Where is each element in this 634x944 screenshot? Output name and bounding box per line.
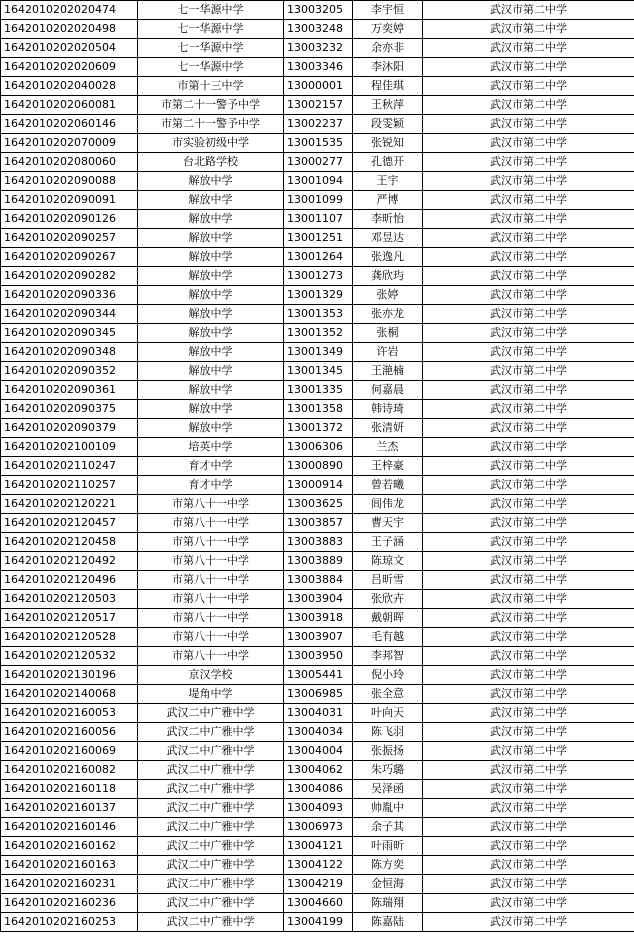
exam-number-cell: 13001273 — [284, 267, 353, 286]
exam-number-cell: 13003950 — [284, 647, 353, 666]
middle-school-cell: 武汉二中广雅中学 — [138, 818, 284, 837]
middle-school-cell: 武汉二中广雅中学 — [138, 723, 284, 742]
middle-school-cell: 市第二十一警予中学 — [138, 96, 284, 115]
student-id-cell: 1642010202160253 — [1, 913, 138, 932]
admitted-school-cell: 武汉市第二中学 — [423, 476, 634, 495]
middle-school-cell: 武汉二中广雅中学 — [138, 894, 284, 913]
exam-number-cell: 13003918 — [284, 609, 353, 628]
student-id-cell: 1642010202160053 — [1, 704, 138, 723]
admitted-school-cell: 武汉市第二中学 — [423, 305, 634, 324]
middle-school-cell: 堤角中学 — [138, 685, 284, 704]
admitted-school-cell: 武汉市第二中学 — [423, 761, 634, 780]
student-name-cell: 陈瑞翔 — [353, 894, 423, 913]
table-row — [1, 248, 634, 267]
student-id-cell: 1642010202090257 — [1, 229, 138, 248]
exam-number-cell: 13003907 — [284, 628, 353, 647]
student-id-cell: 1642010202090267 — [1, 248, 138, 267]
student-name-cell: 余亦非 — [353, 39, 423, 58]
middle-school-cell: 武汉二中广雅中学 — [138, 856, 284, 875]
table-row — [1, 875, 634, 894]
middle-school-cell: 武汉二中广雅中学 — [138, 799, 284, 818]
table-row — [1, 324, 634, 343]
student-name-cell: 曾若曦 — [353, 476, 423, 495]
student-id-cell: 1642010202120221 — [1, 495, 138, 514]
student-id-cell: 1642010202090352 — [1, 362, 138, 381]
table-row — [1, 799, 634, 818]
student-id-cell: 1642010202160137 — [1, 799, 138, 818]
middle-school-cell: 武汉二中广雅中学 — [138, 837, 284, 856]
middle-school-cell: 武汉二中广雅中学 — [138, 704, 284, 723]
exam-number-cell: 13003889 — [284, 552, 353, 571]
table-row — [1, 58, 634, 77]
student-id-cell: 1642010202060146 — [1, 115, 138, 134]
student-name-cell: 兰杰 — [353, 438, 423, 457]
exam-number-cell: 13004121 — [284, 837, 353, 856]
table-row — [1, 286, 634, 305]
student-id-cell: 1642010202090091 — [1, 191, 138, 210]
student-id-cell: 1642010202110257 — [1, 476, 138, 495]
student-name-cell: 闾伟龙 — [353, 495, 423, 514]
student-id-cell: 1642010202160082 — [1, 761, 138, 780]
table-row — [1, 191, 634, 210]
middle-school-cell: 解放中学 — [138, 267, 284, 286]
student-id-cell: 1642010202160162 — [1, 837, 138, 856]
admitted-school-cell: 武汉市第二中学 — [423, 191, 634, 210]
middle-school-cell: 解放中学 — [138, 191, 284, 210]
admitted-school-cell: 武汉市第二中学 — [423, 609, 634, 628]
student-name-cell: 王梓豪 — [353, 457, 423, 476]
admitted-school-cell: 武汉市第二中学 — [423, 533, 634, 552]
student-id-cell: 1642010202160118 — [1, 780, 138, 799]
exam-number-cell: 13001264 — [284, 248, 353, 267]
admitted-school-cell: 武汉市第二中学 — [423, 210, 634, 229]
student-id-cell: 1642010202120496 — [1, 571, 138, 590]
student-name-cell: 张清妍 — [353, 419, 423, 438]
middle-school-cell: 解放中学 — [138, 229, 284, 248]
student-name-cell: 吴泽函 — [353, 780, 423, 799]
student-name-cell: 叶向天 — [353, 704, 423, 723]
exam-number-cell: 13003205 — [284, 1, 353, 20]
student-name-cell: 张全意 — [353, 685, 423, 704]
student-name-cell: 帅胤中 — [353, 799, 423, 818]
middle-school-cell: 解放中学 — [138, 343, 284, 362]
table-row — [1, 856, 634, 875]
exam-number-cell: 13001372 — [284, 419, 353, 438]
admitted-school-cell: 武汉市第二中学 — [423, 58, 634, 77]
student-name-cell: 陈嘉陆 — [353, 913, 423, 932]
table-row — [1, 115, 634, 134]
exam-number-cell: 13001535 — [284, 134, 353, 153]
middle-school-cell: 市第八十一中学 — [138, 571, 284, 590]
student-id-cell: 1642010202040028 — [1, 77, 138, 96]
student-id-cell: 1642010202070009 — [1, 134, 138, 153]
admitted-school-cell: 武汉市第二中学 — [423, 115, 634, 134]
middle-school-cell: 市实验初级中学 — [138, 134, 284, 153]
table-row — [1, 267, 634, 286]
exam-number-cell: 13001094 — [284, 172, 353, 191]
table-row — [1, 818, 634, 837]
exam-number-cell: 13003346 — [284, 58, 353, 77]
middle-school-cell: 市第八十一中学 — [138, 628, 284, 647]
exam-number-cell: 13000914 — [284, 476, 353, 495]
student-name-cell: 倪小玲 — [353, 666, 423, 685]
admitted-school-cell: 武汉市第二中学 — [423, 647, 634, 666]
admitted-school-cell: 武汉市第二中学 — [423, 400, 634, 419]
student-name-cell: 张亦龙 — [353, 305, 423, 324]
exam-number-cell: 13004093 — [284, 799, 353, 818]
middle-school-cell: 市第十三中学 — [138, 77, 284, 96]
student-id-cell: 1642010202020504 — [1, 39, 138, 58]
exam-number-cell: 13000277 — [284, 153, 353, 172]
table-row — [1, 704, 634, 723]
admitted-school-cell: 武汉市第二中学 — [423, 723, 634, 742]
student-id-cell: 1642010202090379 — [1, 419, 138, 438]
table-row — [1, 20, 634, 39]
middle-school-cell: 市第八十一中学 — [138, 647, 284, 666]
student-name-cell: 陈琼文 — [353, 552, 423, 571]
admitted-school-cell: 武汉市第二中学 — [423, 552, 634, 571]
exam-number-cell: 13002237 — [284, 115, 353, 134]
table-row — [1, 723, 634, 742]
admitted-school-cell: 武汉市第二中学 — [423, 780, 634, 799]
exam-number-cell: 13000890 — [284, 457, 353, 476]
exam-number-cell: 13001349 — [284, 343, 353, 362]
middle-school-cell: 武汉二中广雅中学 — [138, 780, 284, 799]
exam-number-cell: 13004219 — [284, 875, 353, 894]
middle-school-cell: 台北路学校 — [138, 153, 284, 172]
student-name-cell: 程佳琪 — [353, 77, 423, 96]
middle-school-cell: 武汉二中广雅中学 — [138, 875, 284, 894]
table-row — [1, 343, 634, 362]
student-id-cell: 1642010202130196 — [1, 666, 138, 685]
student-id-cell: 1642010202160163 — [1, 856, 138, 875]
exam-number-cell: 13002157 — [284, 96, 353, 115]
middle-school-cell: 京汉学校 — [138, 666, 284, 685]
exam-number-cell: 13004062 — [284, 761, 353, 780]
middle-school-cell: 市第八十一中学 — [138, 609, 284, 628]
exam-number-cell: 13001358 — [284, 400, 353, 419]
exam-number-cell: 13004004 — [284, 742, 353, 761]
exam-number-cell: 13003857 — [284, 514, 353, 533]
student-name-cell: 王秋萍 — [353, 96, 423, 115]
student-id-cell: 1642010202120457 — [1, 514, 138, 533]
exam-number-cell: 13000001 — [284, 77, 353, 96]
table-row — [1, 590, 634, 609]
exam-number-cell: 13003904 — [284, 590, 353, 609]
middle-school-cell: 解放中学 — [138, 381, 284, 400]
admitted-school-cell: 武汉市第二中学 — [423, 248, 634, 267]
student-id-cell: 1642010202090361 — [1, 381, 138, 400]
student-name-cell: 陈飞羽 — [353, 723, 423, 742]
admitted-school-cell: 武汉市第二中学 — [423, 20, 634, 39]
student-name-cell: 李邦智 — [353, 647, 423, 666]
table-row — [1, 400, 634, 419]
exam-number-cell: 13001345 — [284, 362, 353, 381]
admitted-school-cell: 武汉市第二中学 — [423, 362, 634, 381]
student-id-cell: 1642010202060081 — [1, 96, 138, 115]
table-row — [1, 305, 634, 324]
middle-school-cell: 解放中学 — [138, 419, 284, 438]
table-row — [1, 77, 634, 96]
student-id-cell: 1642010202120503 — [1, 590, 138, 609]
exam-number-cell: 13001329 — [284, 286, 353, 305]
student-name-cell: 张振扬 — [353, 742, 423, 761]
middle-school-cell: 解放中学 — [138, 172, 284, 191]
student-id-cell: 1642010202090345 — [1, 324, 138, 343]
middle-school-cell: 解放中学 — [138, 286, 284, 305]
exam-number-cell: 13004660 — [284, 894, 353, 913]
middle-school-cell: 解放中学 — [138, 324, 284, 343]
middle-school-cell: 市第八十一中学 — [138, 495, 284, 514]
student-name-cell: 张锐知 — [353, 134, 423, 153]
middle-school-cell: 培英中学 — [138, 438, 284, 457]
student-name-cell: 张婷 — [353, 286, 423, 305]
admitted-school-cell: 武汉市第二中学 — [423, 628, 634, 647]
admitted-school-cell: 武汉市第二中学 — [423, 742, 634, 761]
middle-school-cell: 市第八十一中学 — [138, 514, 284, 533]
student-name-cell: 叶雨昕 — [353, 837, 423, 856]
table-row — [1, 514, 634, 533]
student-id-cell: 1642010202020474 — [1, 1, 138, 20]
admitted-school-cell: 武汉市第二中学 — [423, 324, 634, 343]
exam-number-cell: 13006973 — [284, 818, 353, 837]
student-name-cell: 朱巧璐 — [353, 761, 423, 780]
student-id-cell: 1642010202020609 — [1, 58, 138, 77]
table-row — [1, 381, 634, 400]
middle-school-cell: 解放中学 — [138, 210, 284, 229]
student-id-cell: 1642010202120532 — [1, 647, 138, 666]
student-id-cell: 1642010202090344 — [1, 305, 138, 324]
table-row — [1, 210, 634, 229]
middle-school-cell: 市第八十一中学 — [138, 552, 284, 571]
student-id-cell: 1642010202120528 — [1, 628, 138, 647]
admitted-school-cell: 武汉市第二中学 — [423, 267, 634, 286]
student-id-cell: 1642010202100109 — [1, 438, 138, 457]
admitted-school-cell: 武汉市第二中学 — [423, 704, 634, 723]
exam-number-cell: 13005441 — [284, 666, 353, 685]
table-row — [1, 495, 634, 514]
middle-school-cell: 七一华源中学 — [138, 58, 284, 77]
admitted-school-cell: 武汉市第二中学 — [423, 856, 634, 875]
table-row — [1, 666, 634, 685]
exam-number-cell: 13004199 — [284, 913, 353, 932]
student-id-cell: 1642010202160236 — [1, 894, 138, 913]
student-name-cell: 孔德开 — [353, 153, 423, 172]
table-row — [1, 571, 634, 590]
student-id-cell: 1642010202160146 — [1, 818, 138, 837]
admitted-school-cell: 武汉市第二中学 — [423, 172, 634, 191]
table-row — [1, 476, 634, 495]
middle-school-cell: 市第八十一中学 — [138, 590, 284, 609]
student-name-cell: 李沐阳 — [353, 58, 423, 77]
exam-number-cell: 13004122 — [284, 856, 353, 875]
student-name-cell: 何嘉晨 — [353, 381, 423, 400]
admitted-school-cell: 武汉市第二中学 — [423, 419, 634, 438]
exam-number-cell: 13001353 — [284, 305, 353, 324]
student-name-cell: 龚欣玙 — [353, 267, 423, 286]
admitted-school-cell: 武汉市第二中学 — [423, 685, 634, 704]
middle-school-cell: 解放中学 — [138, 400, 284, 419]
table-row — [1, 609, 634, 628]
admitted-school-cell: 武汉市第二中学 — [423, 1, 634, 20]
middle-school-cell: 武汉二中广雅中学 — [138, 761, 284, 780]
exam-number-cell: 13006985 — [284, 685, 353, 704]
admitted-school-cell: 武汉市第二中学 — [423, 39, 634, 58]
admitted-school-cell: 武汉市第二中学 — [423, 229, 634, 248]
admitted-school-cell: 武汉市第二中学 — [423, 894, 634, 913]
student-id-cell: 1642010202110247 — [1, 457, 138, 476]
middle-school-cell: 解放中学 — [138, 305, 284, 324]
table-row — [1, 362, 634, 381]
student-name-cell: 段雯颖 — [353, 115, 423, 134]
student-name-cell: 严博 — [353, 191, 423, 210]
student-name-cell: 吕昕雪 — [353, 571, 423, 590]
exam-number-cell: 13003883 — [284, 533, 353, 552]
student-id-cell: 1642010202140068 — [1, 685, 138, 704]
table-row — [1, 153, 634, 172]
exam-number-cell: 13001335 — [284, 381, 353, 400]
student-id-cell: 1642010202120492 — [1, 552, 138, 571]
exam-number-cell: 13001107 — [284, 210, 353, 229]
admitted-school-cell: 武汉市第二中学 — [423, 571, 634, 590]
student-id-cell: 1642010202090336 — [1, 286, 138, 305]
middle-school-cell: 七一华源中学 — [138, 20, 284, 39]
table-row — [1, 628, 634, 647]
student-name-cell: 曹天宇 — [353, 514, 423, 533]
table-row — [1, 419, 634, 438]
middle-school-cell: 育才中学 — [138, 476, 284, 495]
admitted-school-cell: 武汉市第二中学 — [423, 96, 634, 115]
student-name-cell: 万奕婷 — [353, 20, 423, 39]
table-row — [1, 837, 634, 856]
admitted-school-cell: 武汉市第二中学 — [423, 77, 634, 96]
admitted-school-cell: 武汉市第二中学 — [423, 799, 634, 818]
student-name-cell: 陈方奕 — [353, 856, 423, 875]
admitted-school-cell: 武汉市第二中学 — [423, 457, 634, 476]
student-id-cell: 1642010202090348 — [1, 343, 138, 362]
student-name-cell: 毛有越 — [353, 628, 423, 647]
table-row — [1, 39, 634, 58]
middle-school-cell: 解放中学 — [138, 248, 284, 267]
exam-number-cell: 13003232 — [284, 39, 353, 58]
table-row — [1, 647, 634, 666]
admitted-school-cell: 武汉市第二中学 — [423, 875, 634, 894]
student-name-cell: 李宇恒 — [353, 1, 423, 20]
admitted-school-cell: 武汉市第二中学 — [423, 666, 634, 685]
student-name-cell: 许岩 — [353, 343, 423, 362]
middle-school-cell: 武汉二中广雅中学 — [138, 742, 284, 761]
student-name-cell: 王宇 — [353, 172, 423, 191]
student-name-cell: 金恒海 — [353, 875, 423, 894]
admitted-school-cell: 武汉市第二中学 — [423, 913, 634, 932]
student-name-cell: 张欣卉 — [353, 590, 423, 609]
student-name-cell: 张桐 — [353, 324, 423, 343]
student-id-cell: 1642010202020498 — [1, 20, 138, 39]
exam-number-cell: 13001251 — [284, 229, 353, 248]
exam-number-cell: 13003248 — [284, 20, 353, 39]
exam-number-cell: 13001099 — [284, 191, 353, 210]
admitted-school-cell: 武汉市第二中学 — [423, 438, 634, 457]
table-row — [1, 229, 634, 248]
table-row — [1, 780, 634, 799]
middle-school-cell: 解放中学 — [138, 362, 284, 381]
student-name-cell: 张逸凡 — [353, 248, 423, 267]
table-body — [1, 1, 634, 932]
student-id-cell: 1642010202160056 — [1, 723, 138, 742]
table-row — [1, 685, 634, 704]
student-name-cell: 邓昱达 — [353, 229, 423, 248]
admitted-school-cell: 武汉市第二中学 — [423, 381, 634, 400]
table-row — [1, 913, 634, 932]
admitted-school-cell: 武汉市第二中学 — [423, 590, 634, 609]
middle-school-cell: 武汉二中广雅中学 — [138, 913, 284, 932]
student-name-cell: 王子涵 — [353, 533, 423, 552]
admitted-school-cell: 武汉市第二中学 — [423, 818, 634, 837]
student-name-cell: 李昕怡 — [353, 210, 423, 229]
table-row — [1, 552, 634, 571]
table-row — [1, 96, 634, 115]
table-row — [1, 457, 634, 476]
exam-number-cell: 13003625 — [284, 495, 353, 514]
table-row — [1, 172, 634, 191]
exam-number-cell: 13004031 — [284, 704, 353, 723]
middle-school-cell: 市第八十一中学 — [138, 533, 284, 552]
student-id-cell: 1642010202120517 — [1, 609, 138, 628]
student-id-cell: 1642010202160231 — [1, 875, 138, 894]
student-name-cell: 王滟楠 — [353, 362, 423, 381]
admitted-school-cell: 武汉市第二中学 — [423, 495, 634, 514]
table-row — [1, 761, 634, 780]
middle-school-cell: 育才中学 — [138, 457, 284, 476]
middle-school-cell: 市第二十一警予中学 — [138, 115, 284, 134]
student-name-cell: 戴朝晖 — [353, 609, 423, 628]
student-name-cell: 韩诗琦 — [353, 400, 423, 419]
student-id-cell: 1642010202090126 — [1, 210, 138, 229]
exam-number-cell: 13003884 — [284, 571, 353, 590]
exam-number-cell: 13001352 — [284, 324, 353, 343]
student-id-cell: 1642010202090375 — [1, 400, 138, 419]
exam-number-cell: 13004034 — [284, 723, 353, 742]
student-name-cell: 余子其 — [353, 818, 423, 837]
student-id-cell: 1642010202090088 — [1, 172, 138, 191]
admitted-school-cell: 武汉市第二中学 — [423, 134, 634, 153]
table-row — [1, 134, 634, 153]
table-row — [1, 742, 634, 761]
middle-school-cell: 七一华源中学 — [138, 1, 284, 20]
student-id-cell: 1642010202080060 — [1, 153, 138, 172]
student-id-cell: 1642010202090282 — [1, 267, 138, 286]
admitted-school-cell: 武汉市第二中学 — [423, 286, 634, 305]
admitted-school-cell: 武汉市第二中学 — [423, 153, 634, 172]
middle-school-cell: 七一华源中学 — [138, 39, 284, 58]
exam-number-cell: 13006306 — [284, 438, 353, 457]
student-id-cell: 1642010202120458 — [1, 533, 138, 552]
admitted-school-cell: 武汉市第二中学 — [423, 343, 634, 362]
student-id-cell: 1642010202160069 — [1, 742, 138, 761]
table-row — [1, 1, 634, 20]
admitted-school-cell: 武汉市第二中学 — [423, 514, 634, 533]
exam-number-cell: 13004086 — [284, 780, 353, 799]
admitted-school-cell: 武汉市第二中学 — [423, 837, 634, 856]
table-row — [1, 438, 634, 457]
table-row — [1, 894, 634, 913]
table-row — [1, 533, 634, 552]
